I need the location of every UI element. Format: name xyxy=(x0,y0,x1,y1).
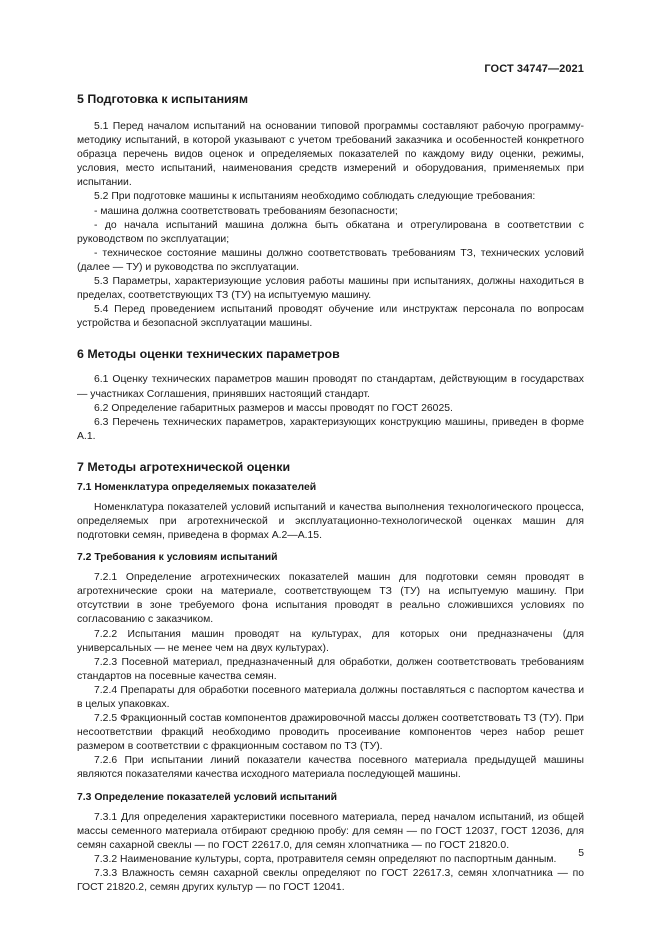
paragraph-7-2-6: 7.2.6 При испытании линий показатели качества посевного материала предыдущей машины являются показателями качества исходного материала последующей машины. xyxy=(77,755,584,781)
page-number: 5 xyxy=(578,848,584,859)
paragraph-7-2-2: 7.2.2 Испытания машин проводят на культурах, для которых они предназначены (для универсальных — не менее чем на двух культурах). xyxy=(77,628,584,654)
section-6-heading: 6 Методы оценки технических параметров xyxy=(77,347,340,362)
paragraph-7-3-2: 7.3.2 Наименование культуры, сорта, протравителя семян определяют по паспортным данным. xyxy=(94,853,557,865)
paragraph-7-2-4: 7.2.4 Препараты для обработки посевного материала должны поставляться с паспортом качества и в целых упаковках. xyxy=(77,684,584,710)
section-5-heading: 5 Подготовка к испытаниям xyxy=(77,92,249,106)
standard-id-header: ГОСТ 34747—2021 xyxy=(484,63,584,75)
subsection-7-3-heading: 7.3 Определение показателей условий испытаний xyxy=(77,791,338,803)
paragraph-5-2: 5.2 При подготовке машины к испытаниям необходимо соблюдать следующие требования: xyxy=(94,191,536,203)
paragraph-6-1: 6.1 Оценку технических параметров машин проводят по стандартам, действующим в государствах — участниках Соглашения, принявших настоящий стандарт. xyxy=(77,374,584,400)
paragraph-5-4: 5.4 Перед проведением испытаний проводят обучение или инструктаж персонала по вопросам устройства и безопасной эксплуатации машины. xyxy=(77,304,584,330)
list-item-5-2-b: - до начала испытаний машина должна быть обкатана и отрегулирована в соответствии с руководством по эксплуатации; xyxy=(77,219,584,245)
paragraph-7-1: Номенклатура показателей условий испытаний и качества выполнения технологического процесса, определяемых при агротехнической и эксплуатационно-технологической оценках машин для подготовки семян, приведена в формах А.2—А.15. xyxy=(77,501,584,542)
list-item-5-2-a: - машина должна соответствовать требованиям безопасности; xyxy=(94,205,398,217)
section-7-heading: 7 Методы агротехнической оценки xyxy=(77,459,291,474)
paragraph-7-3-1: 7.3.1 Для определения характеристики посевного материала, перед началом испытаний, из общей массы семенного материала отбирают среднюю пробу: для семян — по ГОСТ 12037, ГОСТ 12036, для семян сахарной свеклы — по ГОСТ 22617.0, для семян хлопчатника — по ГОСТ 21820.0. xyxy=(77,811,584,851)
paragraph-5-3: 5.3 Параметры, характеризующие условия работы машины при испытаниях, должны находиться в пределах, соответствующих ТЗ (ТУ) на испытуемую машину. xyxy=(77,276,584,302)
paragraph-5-1: 5.1 Перед началом испытаний на основании типовой программы составляют рабочую программу-методику испытаний, в которой указывают с учетом требований заказчика и особенностей конкретного образца перечень видов оценок и определяемых показателей по каждому виду оценки, режимы, условия, место испытаний, наименования средств измерений и оборудования, применяемых при испытании. xyxy=(77,121,584,189)
paragraph-6-3: 6.3 Перечень технических параметров, характеризующих конструкцию машины, приведен в форме А.1. xyxy=(77,416,584,442)
list-item-5-2-c: - техническое состояние машины должно соответствовать требованиям ТЗ, технических условий (далее — ТУ) и руководства по эксплуатации. xyxy=(77,247,584,273)
paragraph-7-2-3: 7.2.3 Посевной материал, предназначенный для обработки, должен соответствовать требованиям стандартов на посевные качества семян. xyxy=(77,656,584,682)
paragraph-7-2-1: 7.2.1 Определение агротехнических показателей машин для подготовки семян проводят в агротехнические сроки на материале, соответствующем ТЗ (ТУ) на испытуемую машину. При отсутствии в зоне требуемого фона испытания проводят в реально сложившихся условиях по согласованию с заказчиком. xyxy=(77,572,584,626)
paragraph-7-2-5: 7.2.5 Фракционный состав компонентов дражировочной массы должен соответствовать ТЗ (ТУ). При несоответствии фракций необходимо проводить просеивание компонентов через набор решет размером в соответствии с фракционным составом по ТЗ (ТУ). xyxy=(77,713,584,753)
paragraph-7-3-3: 7.3.3 Влажность семян сахарной свеклы определяют по ГОСТ 22617.3, семян хлопчатника — по ГОСТ 21820.2, семян других культур — по ГОСТ 12041. xyxy=(77,867,584,894)
paragraph-6-2: 6.2 Определение габаритных размеров и массы проводят по ГОСТ 26025. xyxy=(94,402,453,414)
subsection-7-2-heading: 7.2 Требования к условиям испытаний xyxy=(77,552,278,564)
page-content xyxy=(77,88,584,895)
subsection-7-1-heading: 7.1 Номенклатура определяемых показателей xyxy=(77,481,317,493)
